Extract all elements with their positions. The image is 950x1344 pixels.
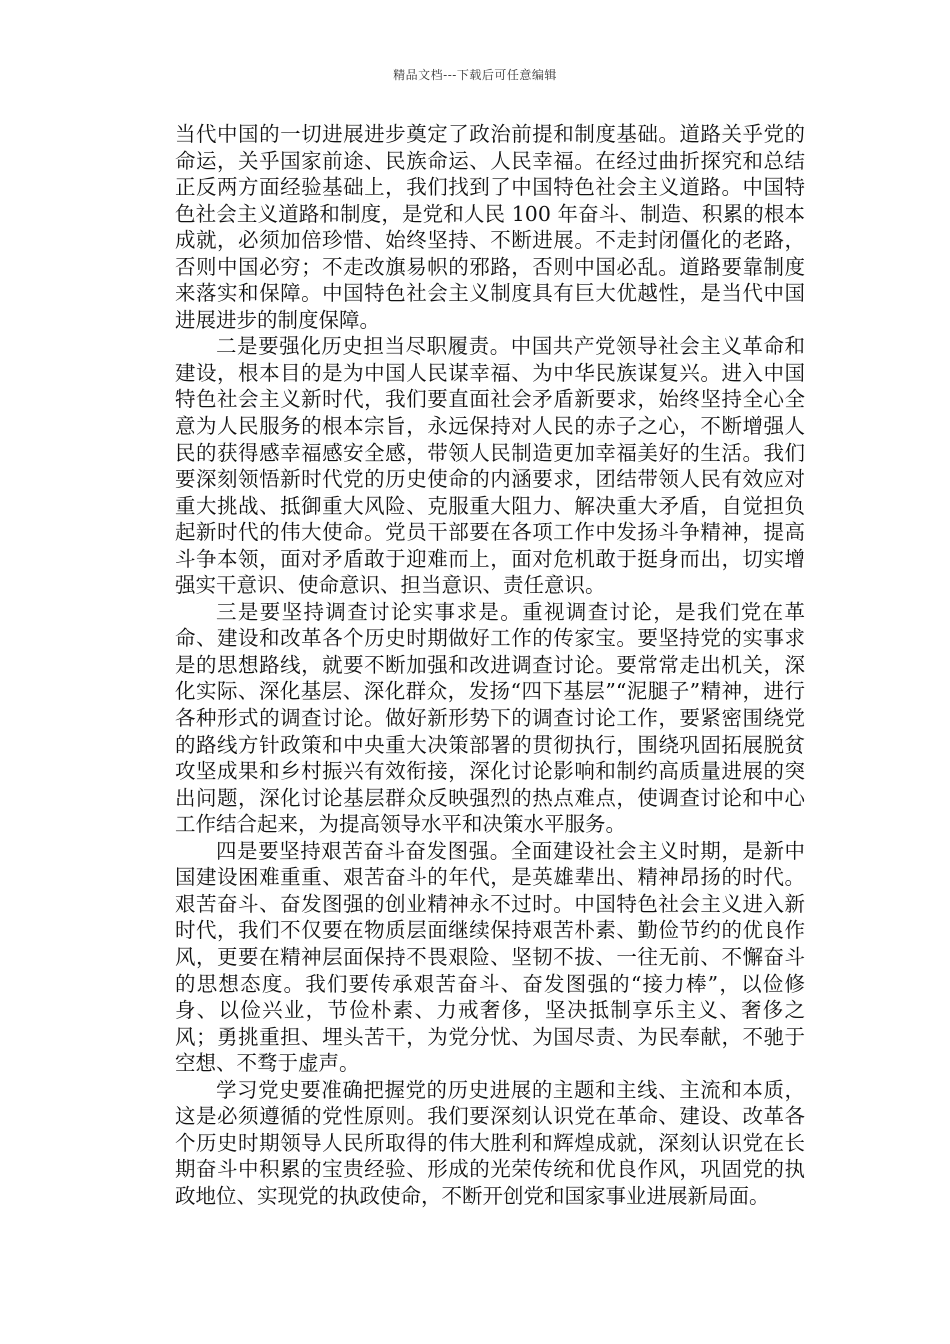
paragraph-historical-responsibility: 二是要强化历史担当尽职履责。中国共产党领导社会主义革命和建设，根本目的是为中国人民谋幸福、为中华民族谋复兴。进入中国特色社会主义新时代，我们要直面社会矛盾新要求，始终坚持全心全意为人民服务的根本宗旨，永远保持对人民的赤子之心，不断增强人民的获得感幸福感安全感，带领人民制造更加幸福美好的生活。我们要深刻领悟新时代党的历史使命的内涵要求，团结带领人民有效应对重大挑战、抵御重大风险、克服重大阻力、解决重大矛盾，自觉担负起新时代的伟大使命。党员干部要在各项工作中发扬斗争精神，提高斗争本领，面对矛盾敢于迎难而上，面对危机敢于挺身而出，切实增强实干意识、使命意识、担当意识、责任意识。 bbox=[175, 334, 805, 598]
paragraph-continuation: 当代中国的一切进展进步奠定了政治前提和制度基础。道路关乎党的命运，关乎国家前途、民族命运、人民幸福。在经过曲折探究和总结正反两方面经验基础上，我们找到了中国特色社会主义道路。中国特色社会主义道路和制度，是党和人民 100 年奋斗、制造、积累的根本成就，必须加倍珍惜、始终坚持、不断进展。不走封闭僵化的老路，否则中国必穷；不走改旗易帜的邪路，否则中国必乱。道路要靠制度来落实和保障。中国特色社会主义制度具有巨大优越性，是当代中国进展进步的制度保障。 bbox=[175, 122, 805, 332]
paragraph-party-history-study: 学习党史要准确把握党的历史进展的主题和主线、主流和本质，这是必须遵循的党性原则。我们要深刻认识党在革命、建设、改革各个历史时期领导人民所取得的伟大胜利和辉煌成就，深刻认识党在长期奋斗中积累的宝贵经验、形成的光荣传统和优良作风，巩固党的执政地位、实现党的执政使命，不断开创党和国家事业进展新局面。 bbox=[175, 1077, 805, 1208]
paragraph-investigation-research: 三是要坚持调查讨论实事求是。重视调查讨论，是我们党在革命、建设和改革各个历史时期做好工作的传家宝。要坚持党的实事求是的思想路线，就要不断加强和改进调查讨论。要常常走出机关，深化实际、深化基层、深化群众，发扬“四下基层”“泥腿子”精神，进行各种形式的调查讨论。做好新形势下的调查讨论工作，要紧密围绕党的路线方针政策和中央重大决策部署的贯彻执行，围绕巩固拓展脱贫攻坚成果和乡村振兴有效衔接，深化讨论影响和制约高质量进展的突出问题，深化讨论基层群众反映强烈的热点难点，使调查讨论和中心工作结合起来，为提高领导水平和决策水平服务。 bbox=[175, 599, 805, 837]
paragraph-hard-work: 四是要坚持艰苦奋斗奋发图强。全面建设社会主义时期，是新中国建设困难重重、艰苦奋斗的年代，是英雄辈出、精神昂扬的时代。艰苦奋斗、奋发图强的创业精神永不过时。中国特色社会主义进入新时代，我们不仅要在物质层面继续保持艰苦朴素、勤俭节约的优良作风，更要在精神层面保持不畏艰险、坚韧不拔、一往无前、不懈奋斗的思想态度。我们要传承艰苦奋斗、奋发图强的“接力棒”，以俭修身、以俭兴业，节俭朴素、力戒奢侈，坚决抵制享乐主义、奢侈之风；勇挑重担、埋头苦干，为党分忧、为国尽责、为民奉献，不驰于空想、不骛于虚声。 bbox=[175, 838, 805, 1076]
document-body bbox=[175, 121, 805, 1209]
page-header: 精品文档---下载后可任意编辑 bbox=[393, 68, 557, 82]
